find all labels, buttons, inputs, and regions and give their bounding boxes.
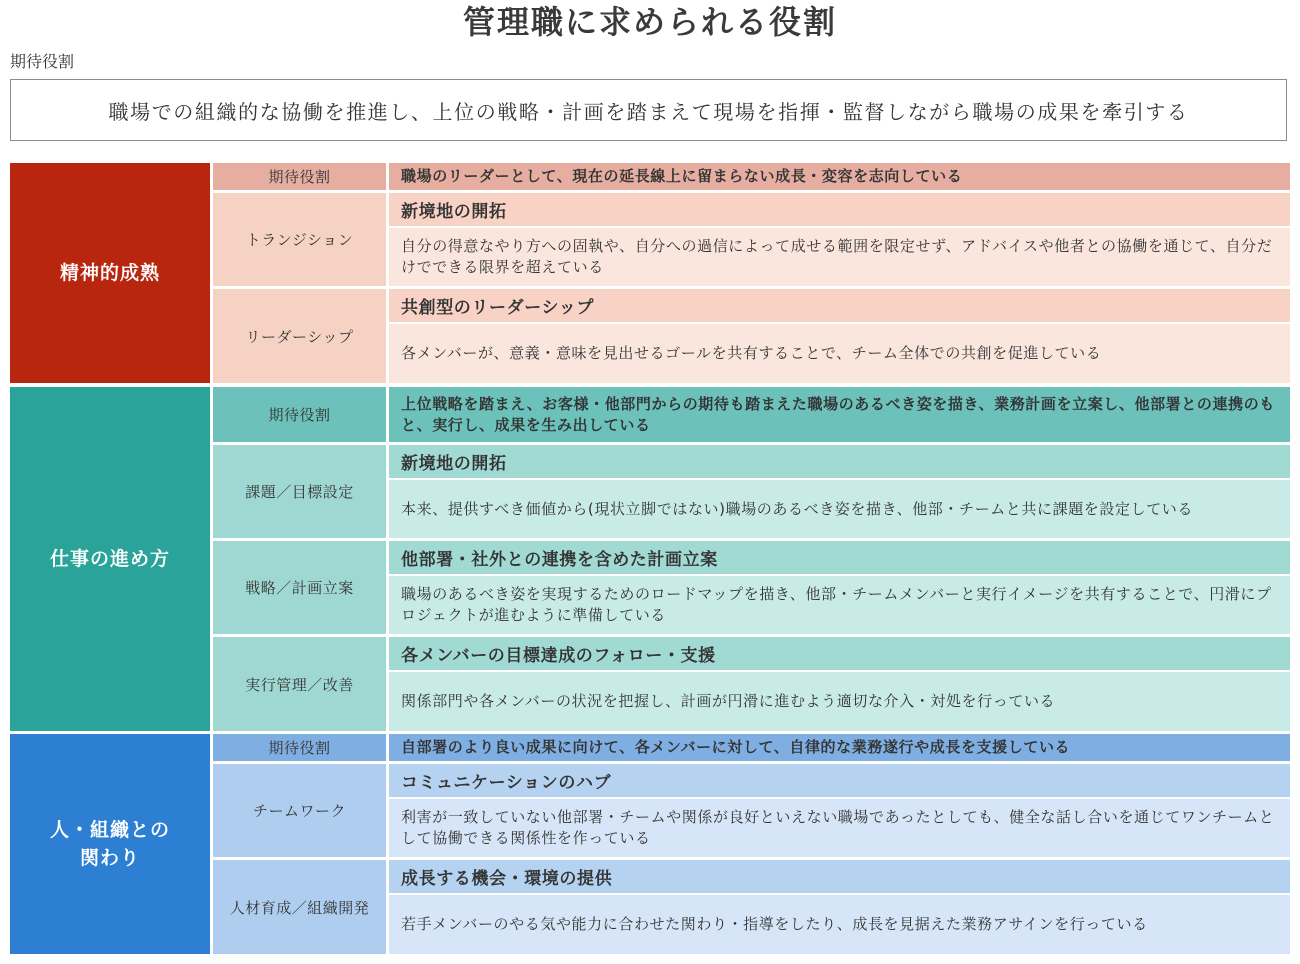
row-label [213, 541, 386, 634]
expectation-row-text: 上位戦略を踏まえ、お客様・他部門からの期待も踏まえた職場のあるべき姿を描き、業務計画を立案し、他部署との連携のもと、実行し、成果を生み出している [401, 394, 1275, 434]
row-heading: 成長する機会・環境の提供 [401, 869, 613, 889]
expectation-box [10, 79, 1287, 141]
row-description: 自分の得意なやり方への固執や、自分への過信によって成せる範囲を限定せず、アドバイスや他者との協働を通じて、自分だけでできる限界を超えている [401, 237, 1273, 276]
row-label-text: 人材育成／組織開発 [229, 898, 370, 917]
expectation-label: 期待役割 [10, 52, 75, 71]
description-cell [389, 228, 1290, 286]
row-strategy-planning [213, 541, 1290, 634]
expectation-cell [389, 734, 1290, 761]
row-label-text: 期待役割 [268, 168, 331, 186]
heading-cell [389, 541, 1290, 574]
row-label [213, 860, 386, 954]
category-label: 精神的成熟 [59, 262, 160, 284]
row-label-text: リーダーシップ [245, 327, 354, 346]
row-expectation [213, 163, 1290, 190]
row-label [213, 163, 386, 190]
row-execution-improvement [213, 637, 1290, 731]
row-label-text: チームワーク [252, 802, 346, 820]
description-cell [389, 895, 1290, 954]
row-description: 職場のあるべき姿を実現するためのロードマップを描き、他部・チームメンバーと実行イメージを共有することで、円滑にプロジェクトが進むように準備している [401, 585, 1272, 624]
section-people-organization [10, 734, 1290, 954]
row-description: 利害が一致していない他部署・チームや関係が良好といえない職場であったとしても、健全な話し合いを通じてワンチームとして協働できる関係性を作っている [401, 808, 1275, 847]
row-description: 若手メンバーのやる気や能力に合わせた関わり・指導をしたり、成長を見据えた業務アサインを行っている [401, 915, 1148, 933]
row-talent-development [213, 860, 1290, 954]
description-cell [389, 576, 1290, 634]
expectation-text: 職場での組織的な協働を推進し、上位の戦略・計画を踏まえて現場を指揮・監督しながら職場の成果を牽引する [108, 99, 1189, 124]
row-label [213, 289, 386, 383]
row-label-text: 期待役割 [268, 739, 331, 757]
expectation-cell [389, 387, 1290, 442]
row-label-text: 戦略／計画立案 [245, 579, 354, 597]
category-label-line2: 関わり [79, 847, 140, 869]
row-label [213, 387, 386, 442]
category-label-line1: 人・組織との [49, 819, 170, 841]
row-label-text: 期待役割 [268, 406, 331, 424]
row-heading: 共創型のリーダーシップ [401, 298, 594, 318]
row-label [213, 445, 386, 538]
category-people-organization [10, 734, 210, 954]
heading-cell [389, 289, 1290, 322]
row-heading: 新境地の開拓 [401, 202, 507, 222]
description-cell [389, 324, 1290, 383]
row-description: 関係部門や各メンバーの状況を把握し、計画が円滑に進むよう適切な介入・対処を行っている [401, 692, 1056, 710]
row-heading: コミュニケーションのハブ [401, 773, 612, 793]
row-description: 本来、提供すべき価値から(現状立脚ではない)職場のあるべき姿を描き、他部・チームと共に課題を設定している [401, 499, 1194, 518]
expectation-row-text: 自部署のより良い成果に向けて、各メンバーに対して、自律的な業務遂行や成長を支援している [401, 738, 1071, 756]
heading-cell [389, 637, 1290, 670]
row-expectation [213, 734, 1290, 761]
description-cell [389, 799, 1290, 857]
row-expectation [213, 387, 1290, 442]
row-transition [213, 193, 1290, 286]
row-label [213, 764, 386, 857]
description-cell [389, 672, 1290, 731]
row-label-text: 実行管理／改善 [245, 675, 354, 694]
row-label [213, 637, 386, 731]
row-issue-goal-setting [213, 445, 1290, 538]
row-label [213, 193, 386, 286]
row-heading: 他部署・社外との連携を含めた計画立案 [401, 550, 718, 570]
row-label [213, 734, 386, 761]
row-teamwork [213, 764, 1290, 857]
heading-cell [389, 764, 1290, 797]
row-label-text: 課題／目標設定 [245, 483, 354, 501]
section-spiritual-maturity [10, 163, 1290, 383]
section-way-of-working [10, 387, 1290, 731]
category-spiritual-maturity [10, 163, 210, 383]
category-label: 仕事の進め方 [49, 548, 170, 570]
row-leadership [213, 289, 1290, 383]
category-way-of-working [10, 387, 210, 731]
expectation-row-text: 職場のリーダーとして、現在の延長線上に留まらない成長・変容を志向している [401, 167, 963, 185]
heading-cell [389, 445, 1290, 478]
expectation-cell [389, 163, 1290, 190]
row-description: 各メンバーが、意義・意味を見出せるゴールを共有することで、チーム全体での共創を促進している [401, 344, 1102, 362]
page-title: 管理職に求められる役割 [462, 3, 837, 41]
row-heading: 新境地の開拓 [401, 454, 507, 474]
row-heading: 各メンバーの目標達成のフォロー・支援 [401, 646, 716, 666]
description-cell [389, 480, 1290, 538]
row-label-text: トランジション [245, 231, 354, 249]
heading-cell [389, 860, 1290, 893]
heading-cell [389, 193, 1290, 226]
